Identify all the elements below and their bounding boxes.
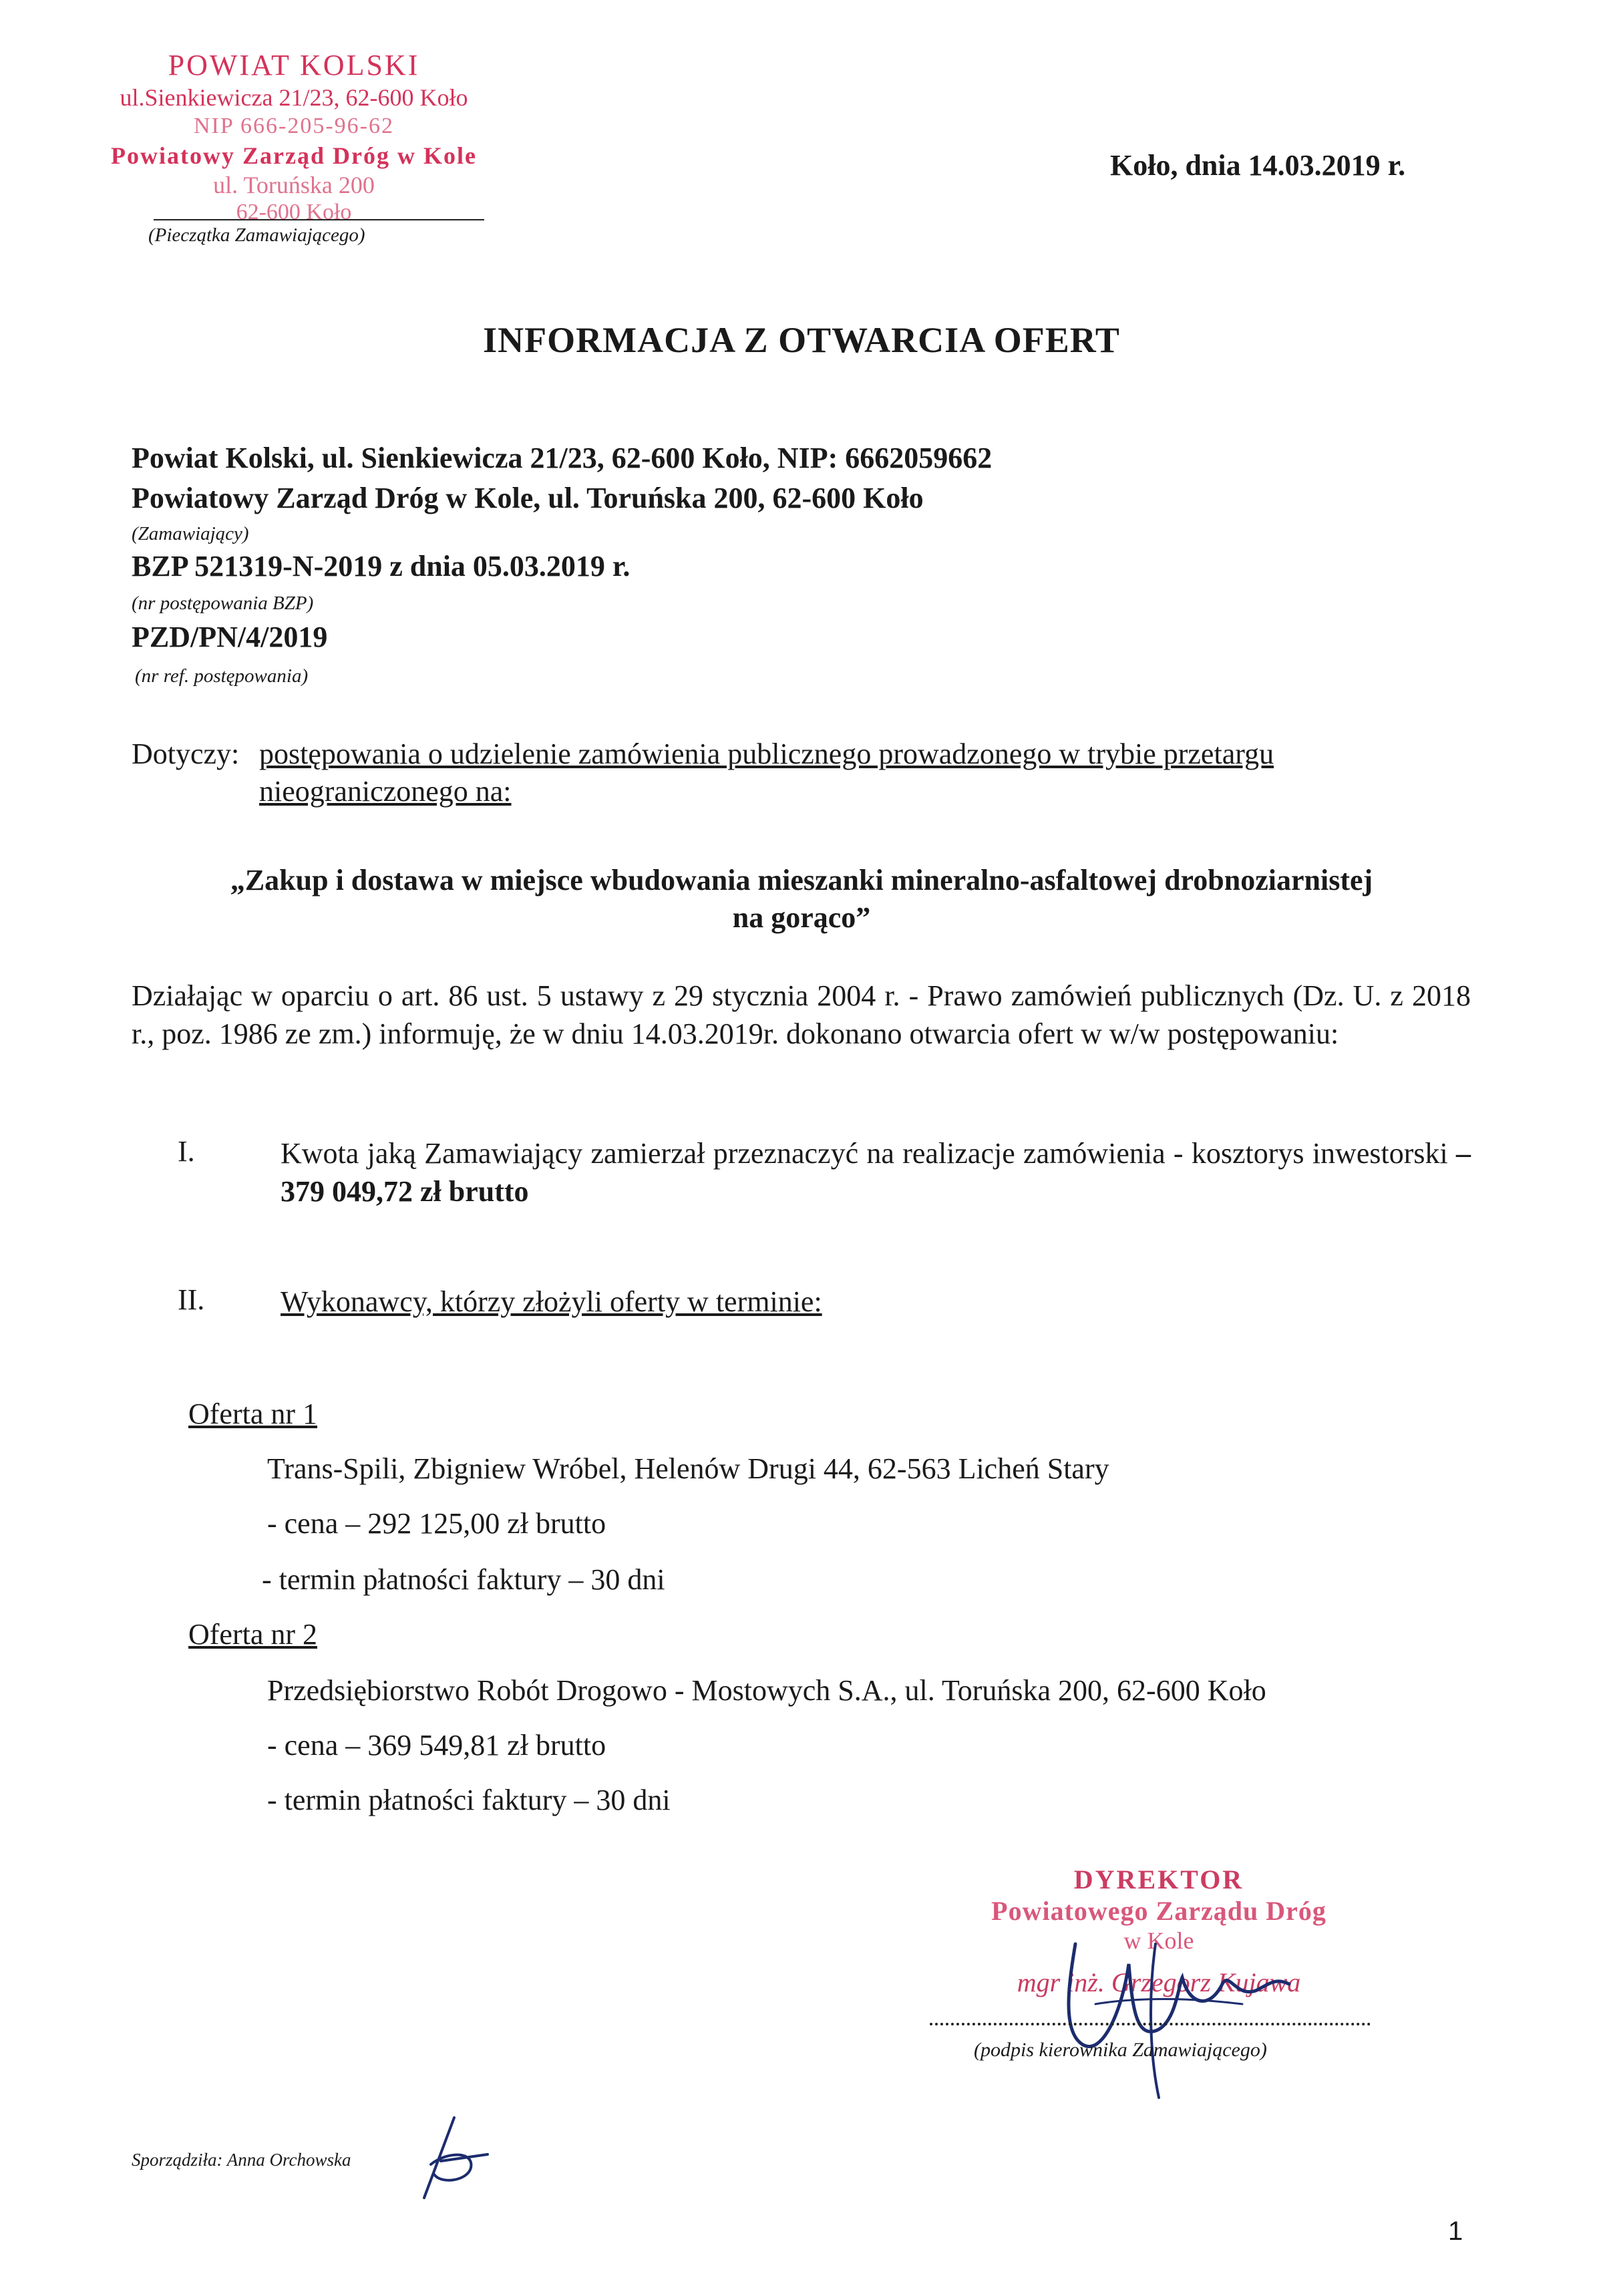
preparer-initials [414, 2111, 494, 2204]
director-location: w Kole [1123, 1927, 1194, 1954]
section-1-amount: – 379 049,72 zł brutto [281, 1137, 1471, 1208]
offer-2-company: Przedsiębiorstwo Robót Drogowo - Mostowych S.A., ul. Toruńska 200, 62-600 Koło [267, 1674, 1266, 1707]
subject-line-1: „Zakup i dostawa w miejsce wbudowania mieszanki mineralno-asfaltowej drobnoziarnistej [230, 864, 1373, 896]
director-signature [1055, 1904, 1336, 2104]
offer-2-price: - cena – 369 549,81 zł brutto [267, 1729, 606, 1762]
orderer-line-2: Powiatowy Zarząd Dróg w Kole, ul. Toruńska 200, 62-600 Koło [132, 482, 924, 514]
stamp-underline [154, 219, 484, 220]
procurement-subject [134, 862, 1469, 937]
concerns-line-2: nieograniczonego na: [259, 775, 512, 808]
stamp-line-2: ul.Sienkiewicza 21/23, 62-600 Koło [120, 84, 468, 111]
offer-2-title: Oferta nr 2 [188, 1618, 318, 1651]
signature-caption: (podpis kierownika Zamawiającego) [974, 2039, 1267, 2061]
section-1-text [281, 1134, 1471, 1210]
director-title: DYREKTOR [1073, 1864, 1244, 1895]
offer-1-price: - cena – 292 125,00 zł brutto [267, 1507, 606, 1540]
section-2-number: II. [178, 1283, 205, 1316]
bzp-number: BZP 521319-N-2019 z dnia 05.03.2019 r. [132, 550, 631, 583]
stamp-line-4: Powiatowy Zarząd Dróg w Kole [111, 142, 477, 169]
section-2-text: Wykonawcy, którzy złożyli oferty w terminie: [281, 1285, 822, 1318]
stamp-line-5: ul. Toruńska 200 [213, 172, 375, 198]
subject-line-2: na gorąco” [732, 901, 871, 934]
stamp-line-3: NIP 666-205-96-62 [194, 114, 394, 138]
stamp-line-1: POWIAT KOLSKI [168, 49, 420, 81]
offer-1-company: Trans-Spili, Zbigniew Wróbel, Helenów Drugi 44, 62-563 Licheń Stary [267, 1452, 1109, 1485]
page-number: 1 [1448, 2217, 1463, 2246]
section-1-description: Kwota jaką Zamawiający zamierzał przeznaczyć na realizacje zamówienia - kosztorys inwestorski [281, 1137, 1448, 1170]
offer-1-title: Oferta nr 1 [188, 1398, 318, 1430]
orderer-stamp [60, 48, 528, 226]
director-office: Powiatowego Zarządu Dróg [991, 1896, 1326, 1926]
bzp-caption: (nr postępowania BZP) [132, 593, 314, 614]
intro-paragraph: Działając w oparciu o art. 86 ust. 5 ustawy z 29 stycznia 2004 r. - Prawo zamówień publicznych (Dz. U. z 2018 r., poz. 1986 ze zm.) informuję, że w dniu 14.03.2019r. dokonano otwarcia ofert w w/w postępowaniu: [132, 979, 1471, 1050]
stamp-line-6: 62-600 Koło [236, 200, 352, 224]
stamp-caption: (Pieczątka Zamawiającego) [148, 224, 365, 246]
director-name: mgr inż. Grzegorz Kujawa [1017, 1967, 1301, 1997]
signature-dotted-line [930, 2023, 1371, 2025]
section-1-number: I. [178, 1135, 195, 1168]
document-date: Koło, dnia 14.03.2019 r. [1110, 149, 1406, 182]
offer-2-term: - termin płatności faktury – 30 dni [267, 1784, 671, 1816]
document-title: INFORMACJA Z OTWARCIA OFERT [483, 320, 1120, 360]
offer-1-term: - termin płatności faktury – 30 dni [262, 1563, 665, 1596]
prepared-by: Sporządziła: Anna Orchowska [132, 2150, 351, 2170]
orderer-caption: (Zamawiający) [132, 523, 249, 544]
concerns-line-1: postępowania o udzielenie zamówienia publicznego prowadzonego w trybie przetargu [259, 737, 1274, 770]
reference-caption: (nr ref. postępowania) [135, 665, 309, 687]
concerns-label: Dotyczy: [132, 737, 240, 770]
orderer-line-1: Powiat Kolski, ul. Sienkiewicza 21/23, 62-600 Koło, NIP: 6662059662 [132, 442, 993, 474]
reference-number: PZD/PN/4/2019 [132, 621, 328, 653]
